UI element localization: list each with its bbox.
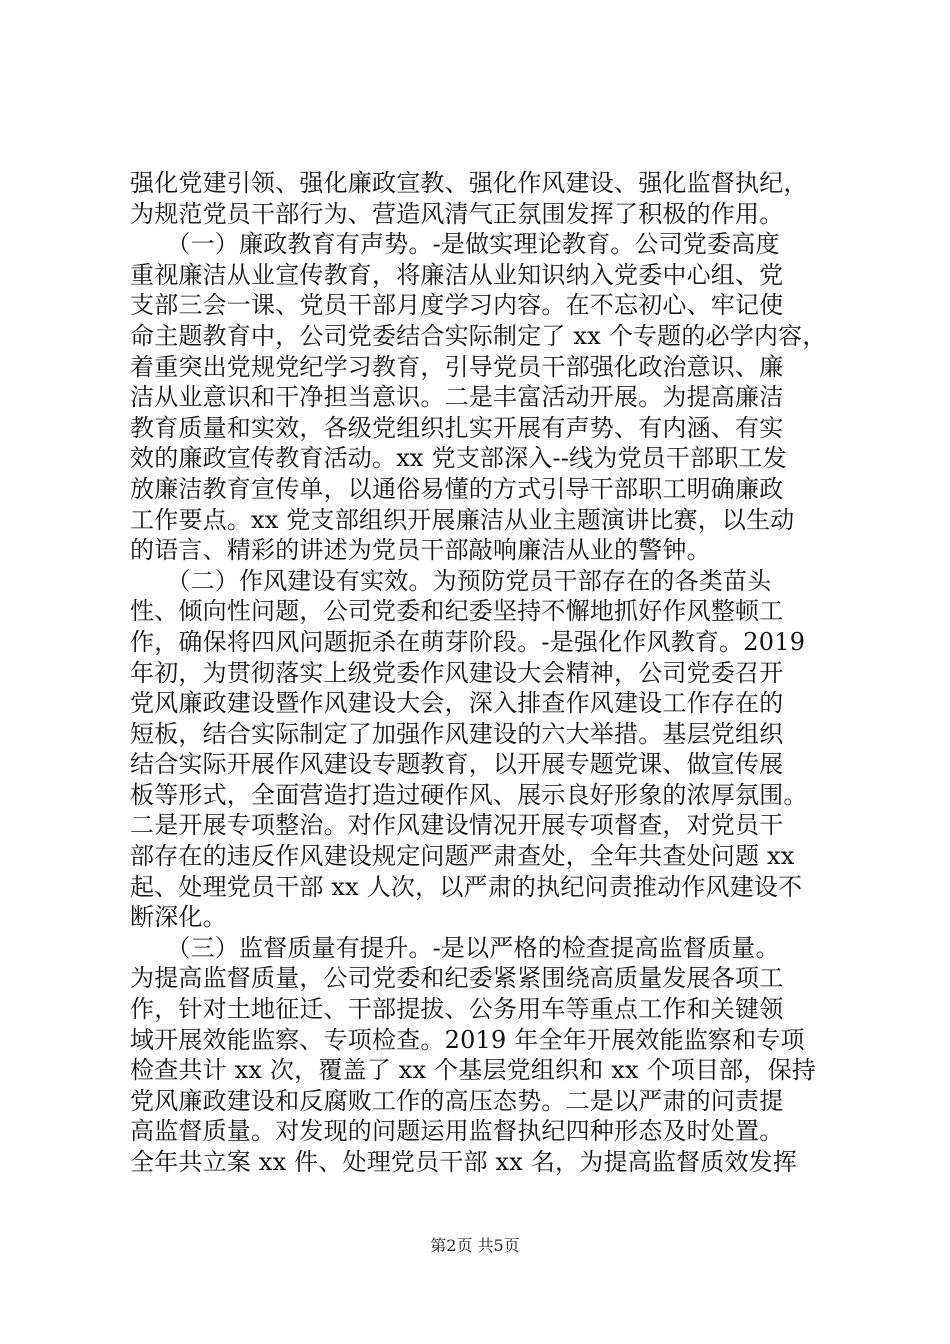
text-line: 断深化。: [130, 903, 227, 932]
text-line: 着重突出党规党纪学习教育，引导党员干部强化政治意识、廉: [130, 352, 784, 381]
text-line: 党风廉政建设和反腐败工作的高压态势。二是以严肃的问责提: [130, 1086, 784, 1115]
text-line: 短板，结合实际制定了加强作风建设的六大举措。基层党组织: [130, 719, 784, 748]
text-line: 二是开展专项整治。对作风建设情况开展专项督查，对党员干: [130, 811, 784, 840]
text-line: 工作要点。xx 党支部组织开展廉洁从业主题演讲比赛，以生动: [130, 505, 795, 534]
text-line: （三）监督质量有提升。-是以严格的检查提高监督质量。: [130, 933, 780, 962]
text-line: 为提高监督质量，公司党委和纪委紧紧围绕高质量发展各项工: [130, 964, 784, 993]
text-line: 教育质量和实效，各级党组织扎实开展有声势、有内涵、有实: [130, 413, 784, 442]
text-line: 为规范党员干部行为、营造风清气正氛围发挥了积极的作用。: [130, 199, 784, 228]
text-line: 重视廉洁从业宣传教育，将廉洁从业知识纳入党委中心组、党: [130, 260, 784, 289]
text-line: 年初，为贯彻落实上级党委作风建设大会精神，公司党委召开: [130, 658, 784, 687]
text-line: 命主题教育中，公司党委结合实际制定了 xx 个专题的必学内容，: [130, 321, 827, 350]
text-line: 作，针对土地征迁、干部提拔、公务用车等重点工作和关键领: [130, 995, 784, 1024]
text-line: 放廉洁教育宣传单，以通俗易懂的方式引导干部职工明确廉政: [130, 474, 784, 503]
text-line: 党风廉政建设暨作风建设大会，深入排查作风建设工作存在的: [130, 689, 784, 718]
text-line: 高监督质量。对发现的问题运用监督执纪四种形态及时处置。: [130, 1117, 784, 1146]
text-line: 板等形式，全面营造打造过硬作风、展示良好形象的浓厚氛围。: [130, 780, 808, 809]
text-line: 检查共计 xx 次，覆盖了 xx 个基层党组织和 xx 个项目部，保持: [130, 1056, 816, 1085]
document-body: [130, 168, 830, 1178]
text-line: （一）廉政教育有声势。-是做实理论教育。公司党委高度: [130, 230, 780, 259]
text-line: 全年共立案 xx 件、处理党员干部 xx 名，为提高监督质效发挥: [130, 1148, 798, 1176]
text-line: 的语言、精彩的讲述为党员干部敲响廉洁从业的警钟。: [130, 536, 711, 565]
text-line: 洁从业意识和干净担当意识。二是丰富活动开展。为提高廉洁: [130, 383, 784, 412]
page-number: 第2页 共5页: [430, 1236, 520, 1255]
text-line: 结合实际开展作风建设专题教育，以开展专题党课、做宣传展: [130, 750, 784, 779]
text-line: 起、处理党员干部 xx 人次，以严肃的执纪问责推动作风建设不: [130, 872, 803, 901]
text-line: 部存在的违反作风建设规定问题严肃查处，全年共查处问题 xx: [130, 842, 795, 871]
text-line: 强化党建引领、强化廉政宣教、强化作风建设、强化监督执纪，: [130, 169, 808, 197]
text-line: 支部三会一课、党员干部月度学习内容。在不忘初心、牢记使: [130, 291, 784, 320]
text-line: （二）作风建设有实效。为预防党员干部存在的各类苗头: [130, 566, 772, 595]
text-line: 性、倾向性问题，公司党委和纪委坚持不懈地抓好作风整顿工: [130, 597, 784, 626]
text-line: 作，确保将四风问题扼杀在萌芽阶段。-是强化作风教育。2019: [130, 627, 806, 656]
text-line: 效的廉政宣传教育活动。xx 党支部深入--线为党员干部职工发: [130, 444, 787, 473]
text-line: 域开展效能监察、专项检查。2019 年全年开展效能监察和专项: [130, 1025, 805, 1054]
page-footer: [0, 1236, 950, 1256]
